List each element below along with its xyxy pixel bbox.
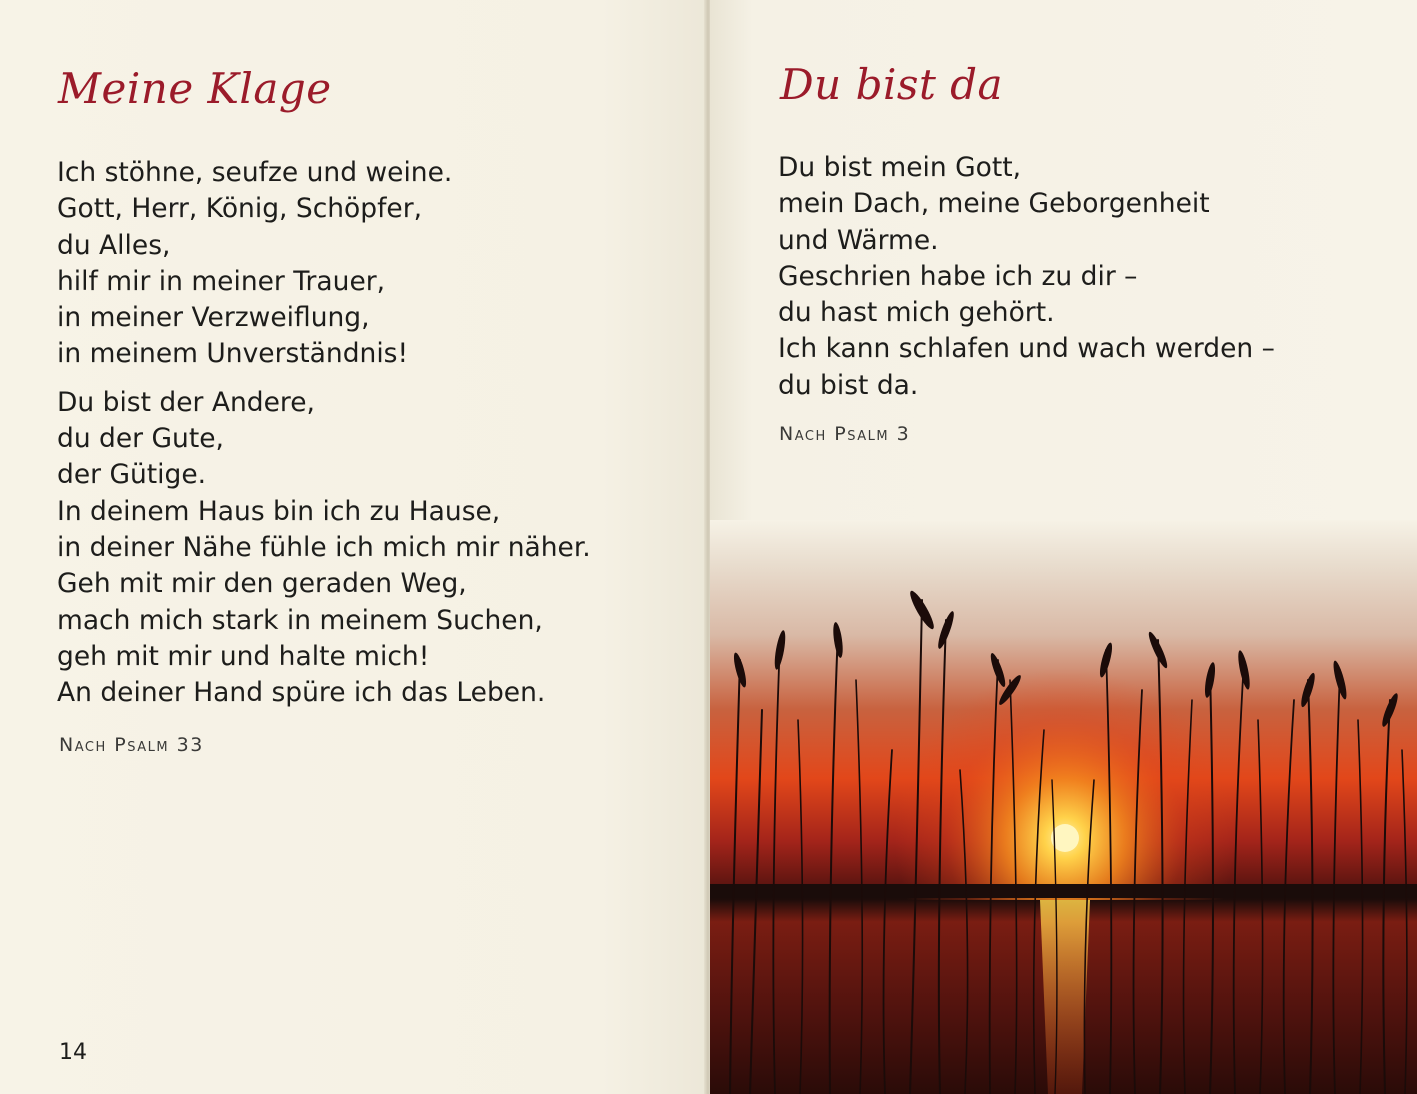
left-page	[0, 0, 708, 1094]
poem-line: In deinem Haus bin ich zu Hause,	[57, 495, 501, 527]
poem-line: mach mich stark in meinem Suchen,	[57, 604, 543, 636]
poem-line: du Alles,	[57, 229, 171, 261]
poem-line: in meiner Verzweiflung,	[57, 302, 370, 334]
right-poem-body	[778, 150, 1275, 416]
sunset-over-reeds-photo	[710, 520, 1417, 1094]
poem-line: du hast mich gehört.	[778, 297, 1055, 329]
right-stanza-1	[778, 150, 1275, 404]
right-page	[710, 0, 1417, 1094]
left-stanza-1	[57, 155, 591, 373]
poem-line: Geh mit mir den geraden Weg,	[57, 568, 467, 600]
poem-line: der Gütige.	[57, 459, 207, 491]
left-stanza-2	[57, 385, 591, 712]
poem-line: mein Dach, meine Geborgenheit	[778, 188, 1210, 220]
poem-line: Ich stöhne, seufze und weine.	[57, 157, 453, 188]
poem-line: du der Gute,	[57, 423, 224, 455]
right-poem-source: Nach Psalm 3	[779, 423, 911, 445]
poem-line: Du bist mein Gott,	[778, 152, 1022, 183]
poem-line: An deiner Hand spüre ich das Leben.	[57, 677, 546, 709]
right-poem-title: Du bist da	[780, 60, 1004, 109]
poem-line: in meinem Unverständnis!	[57, 338, 409, 370]
left-poem-body	[57, 155, 591, 723]
left-poem-source: Nach Psalm 33	[59, 734, 204, 756]
left-poem-title: Meine Klage	[58, 64, 332, 113]
poem-line: und Wärme.	[778, 224, 939, 256]
poem-line: Gott, Herr, König, Schöpfer,	[57, 193, 423, 225]
poem-line: geh mit mir und halte mich!	[57, 640, 430, 672]
poem-line: hilf mir in meiner Trauer,	[57, 265, 386, 297]
poem-line: Ich kann schlafen und wach werden –	[778, 333, 1275, 365]
poem-line: Geschrien habe ich zu dir –	[778, 260, 1138, 292]
page-number: 14	[59, 1040, 87, 1065]
poem-line: in deiner Nähe fühle ich mich mir näher.	[57, 531, 591, 563]
poem-line: du bist da.	[778, 369, 919, 401]
poem-line: Du bist der Andere,	[57, 386, 315, 418]
